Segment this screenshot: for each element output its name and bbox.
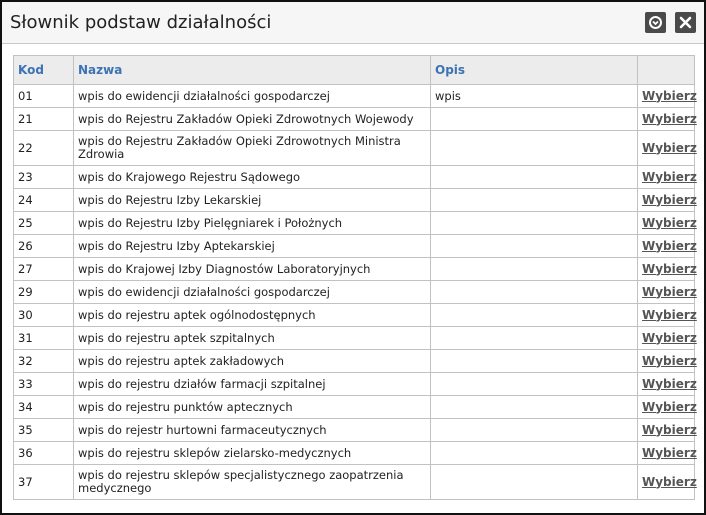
cell-name: wpis do rejestru działów farmacji szpitalnej — [74, 373, 431, 396]
cell-name: wpis do rejestru aptek szpitalnych — [74, 327, 431, 350]
cell-desc — [431, 419, 638, 442]
cell-action — [638, 350, 695, 373]
cell-name: wpis do Krajowej Izby Diagnostów Laboratoryjnych — [74, 258, 431, 281]
cell-code: 23 — [14, 166, 74, 189]
cell-name: wpis do Krajowego Rejestru Sądowego — [74, 166, 431, 189]
column-header-code[interactable]: Kod — [14, 56, 74, 85]
table-row — [14, 166, 695, 189]
cell-name: wpis do Rejestru Zakładów Opieki Zdrowotnych Ministra Zdrowia — [74, 131, 431, 166]
cell-name: wpis do Rejestru Izby Aptekarskiej — [74, 235, 431, 258]
cell-desc — [431, 166, 638, 189]
cell-name: wpis do rejestru punktów aptecznych — [74, 396, 431, 419]
column-header-name[interactable]: Nazwa — [74, 56, 431, 85]
select-link[interactable]: Wybierz — [642, 284, 697, 299]
cell-action — [638, 396, 695, 419]
cell-desc: wpis — [431, 85, 638, 108]
cell-action — [638, 85, 695, 108]
table-row — [14, 465, 695, 500]
column-header-desc[interactable]: Opis — [431, 56, 638, 85]
table-row — [14, 189, 695, 212]
cell-code: 34 — [14, 396, 74, 419]
dictionary-table — [13, 55, 695, 500]
table-row — [14, 131, 695, 166]
table-row — [14, 304, 695, 327]
cell-action — [638, 131, 695, 166]
close-button[interactable] — [675, 12, 696, 33]
cell-code: 30 — [14, 304, 74, 327]
cell-name: wpis do Rejestru Izby Lekarskiej — [74, 189, 431, 212]
cell-desc — [431, 281, 638, 304]
cell-code: 29 — [14, 281, 74, 304]
cell-desc — [431, 327, 638, 350]
select-link[interactable]: Wybierz — [642, 88, 697, 103]
cell-name: wpis do ewidencji działalności gospodarczej — [74, 281, 431, 304]
select-link[interactable]: Wybierz — [642, 474, 697, 489]
cell-action — [638, 108, 695, 131]
cell-action — [638, 258, 695, 281]
select-link[interactable]: Wybierz — [642, 192, 697, 207]
table-row — [14, 108, 695, 131]
cell-desc — [431, 465, 638, 500]
cell-code: 27 — [14, 258, 74, 281]
select-link[interactable]: Wybierz — [642, 215, 697, 230]
cell-desc — [431, 189, 638, 212]
cell-action — [638, 189, 695, 212]
cell-desc — [431, 304, 638, 327]
select-link[interactable]: Wybierz — [642, 445, 697, 460]
table-row — [14, 235, 695, 258]
table-row — [14, 327, 695, 350]
select-link[interactable]: Wybierz — [642, 307, 697, 322]
cell-code: 31 — [14, 327, 74, 350]
cell-code: 36 — [14, 442, 74, 465]
select-link[interactable]: Wybierz — [642, 422, 697, 437]
select-link[interactable]: Wybierz — [642, 353, 697, 368]
cell-name: wpis do rejestru sklepów zielarsko-medycznych — [74, 442, 431, 465]
table-header-row — [14, 56, 695, 85]
cell-code: 25 — [14, 212, 74, 235]
select-link[interactable]: Wybierz — [642, 330, 697, 345]
cell-desc — [431, 373, 638, 396]
cell-code: 35 — [14, 419, 74, 442]
cell-name: wpis do Rejestru Zakładów Opieki Zdrowotnych Wojewody — [74, 108, 431, 131]
select-link[interactable]: Wybierz — [642, 111, 697, 126]
cell-action — [638, 235, 695, 258]
close-icon — [675, 12, 696, 33]
table-row — [14, 281, 695, 304]
cell-desc — [431, 396, 638, 419]
cell-code: 01 — [14, 85, 74, 108]
cell-name: wpis do rejestr hurtowni farmaceutycznych — [74, 419, 431, 442]
table-row — [14, 396, 695, 419]
cell-action — [638, 373, 695, 396]
select-link[interactable]: Wybierz — [642, 140, 697, 155]
table-row — [14, 373, 695, 396]
select-link[interactable]: Wybierz — [642, 261, 697, 276]
dialog-title: Słownik podstaw działalności — [10, 12, 272, 33]
cell-desc — [431, 442, 638, 465]
cell-code: 26 — [14, 235, 74, 258]
cell-code: 24 — [14, 189, 74, 212]
refresh-icon — [645, 12, 666, 33]
title-bar — [2, 2, 704, 44]
cell-action — [638, 327, 695, 350]
cell-name: wpis do rejestru aptek ogólnodostępnych — [74, 304, 431, 327]
select-link[interactable]: Wybierz — [642, 376, 697, 391]
table-row — [14, 258, 695, 281]
cell-desc — [431, 108, 638, 131]
cell-action — [638, 419, 695, 442]
select-link[interactable]: Wybierz — [642, 238, 697, 253]
cell-action — [638, 304, 695, 327]
cell-desc — [431, 131, 638, 166]
cell-name: wpis do ewidencji działalności gospodarczej — [74, 85, 431, 108]
cell-code: 32 — [14, 350, 74, 373]
cell-action — [638, 166, 695, 189]
column-header-action — [638, 56, 695, 85]
table-row — [14, 442, 695, 465]
cell-desc — [431, 235, 638, 258]
table-row — [14, 212, 695, 235]
table-row — [14, 85, 695, 108]
cell-desc — [431, 350, 638, 373]
cell-code: 37 — [14, 465, 74, 500]
cell-action — [638, 212, 695, 235]
table-row — [14, 350, 695, 373]
cell-code: 21 — [14, 108, 74, 131]
cell-action — [638, 281, 695, 304]
cell-action — [638, 465, 695, 500]
table-row — [14, 419, 695, 442]
cell-name: wpis do Rejestru Izby Pielęgniarek i Położnych — [74, 212, 431, 235]
refresh-button[interactable] — [645, 12, 666, 33]
cell-name: wpis do rejestru aptek zakładowych — [74, 350, 431, 373]
select-link[interactable]: Wybierz — [642, 169, 697, 184]
cell-desc — [431, 212, 638, 235]
cell-name: wpis do rejestru sklepów specjalistycznego zaopatrzenia medycznego — [74, 465, 431, 500]
cell-desc — [431, 258, 638, 281]
cell-code: 33 — [14, 373, 74, 396]
select-link[interactable]: Wybierz — [642, 399, 697, 414]
cell-action — [638, 442, 695, 465]
cell-code: 22 — [14, 131, 74, 166]
